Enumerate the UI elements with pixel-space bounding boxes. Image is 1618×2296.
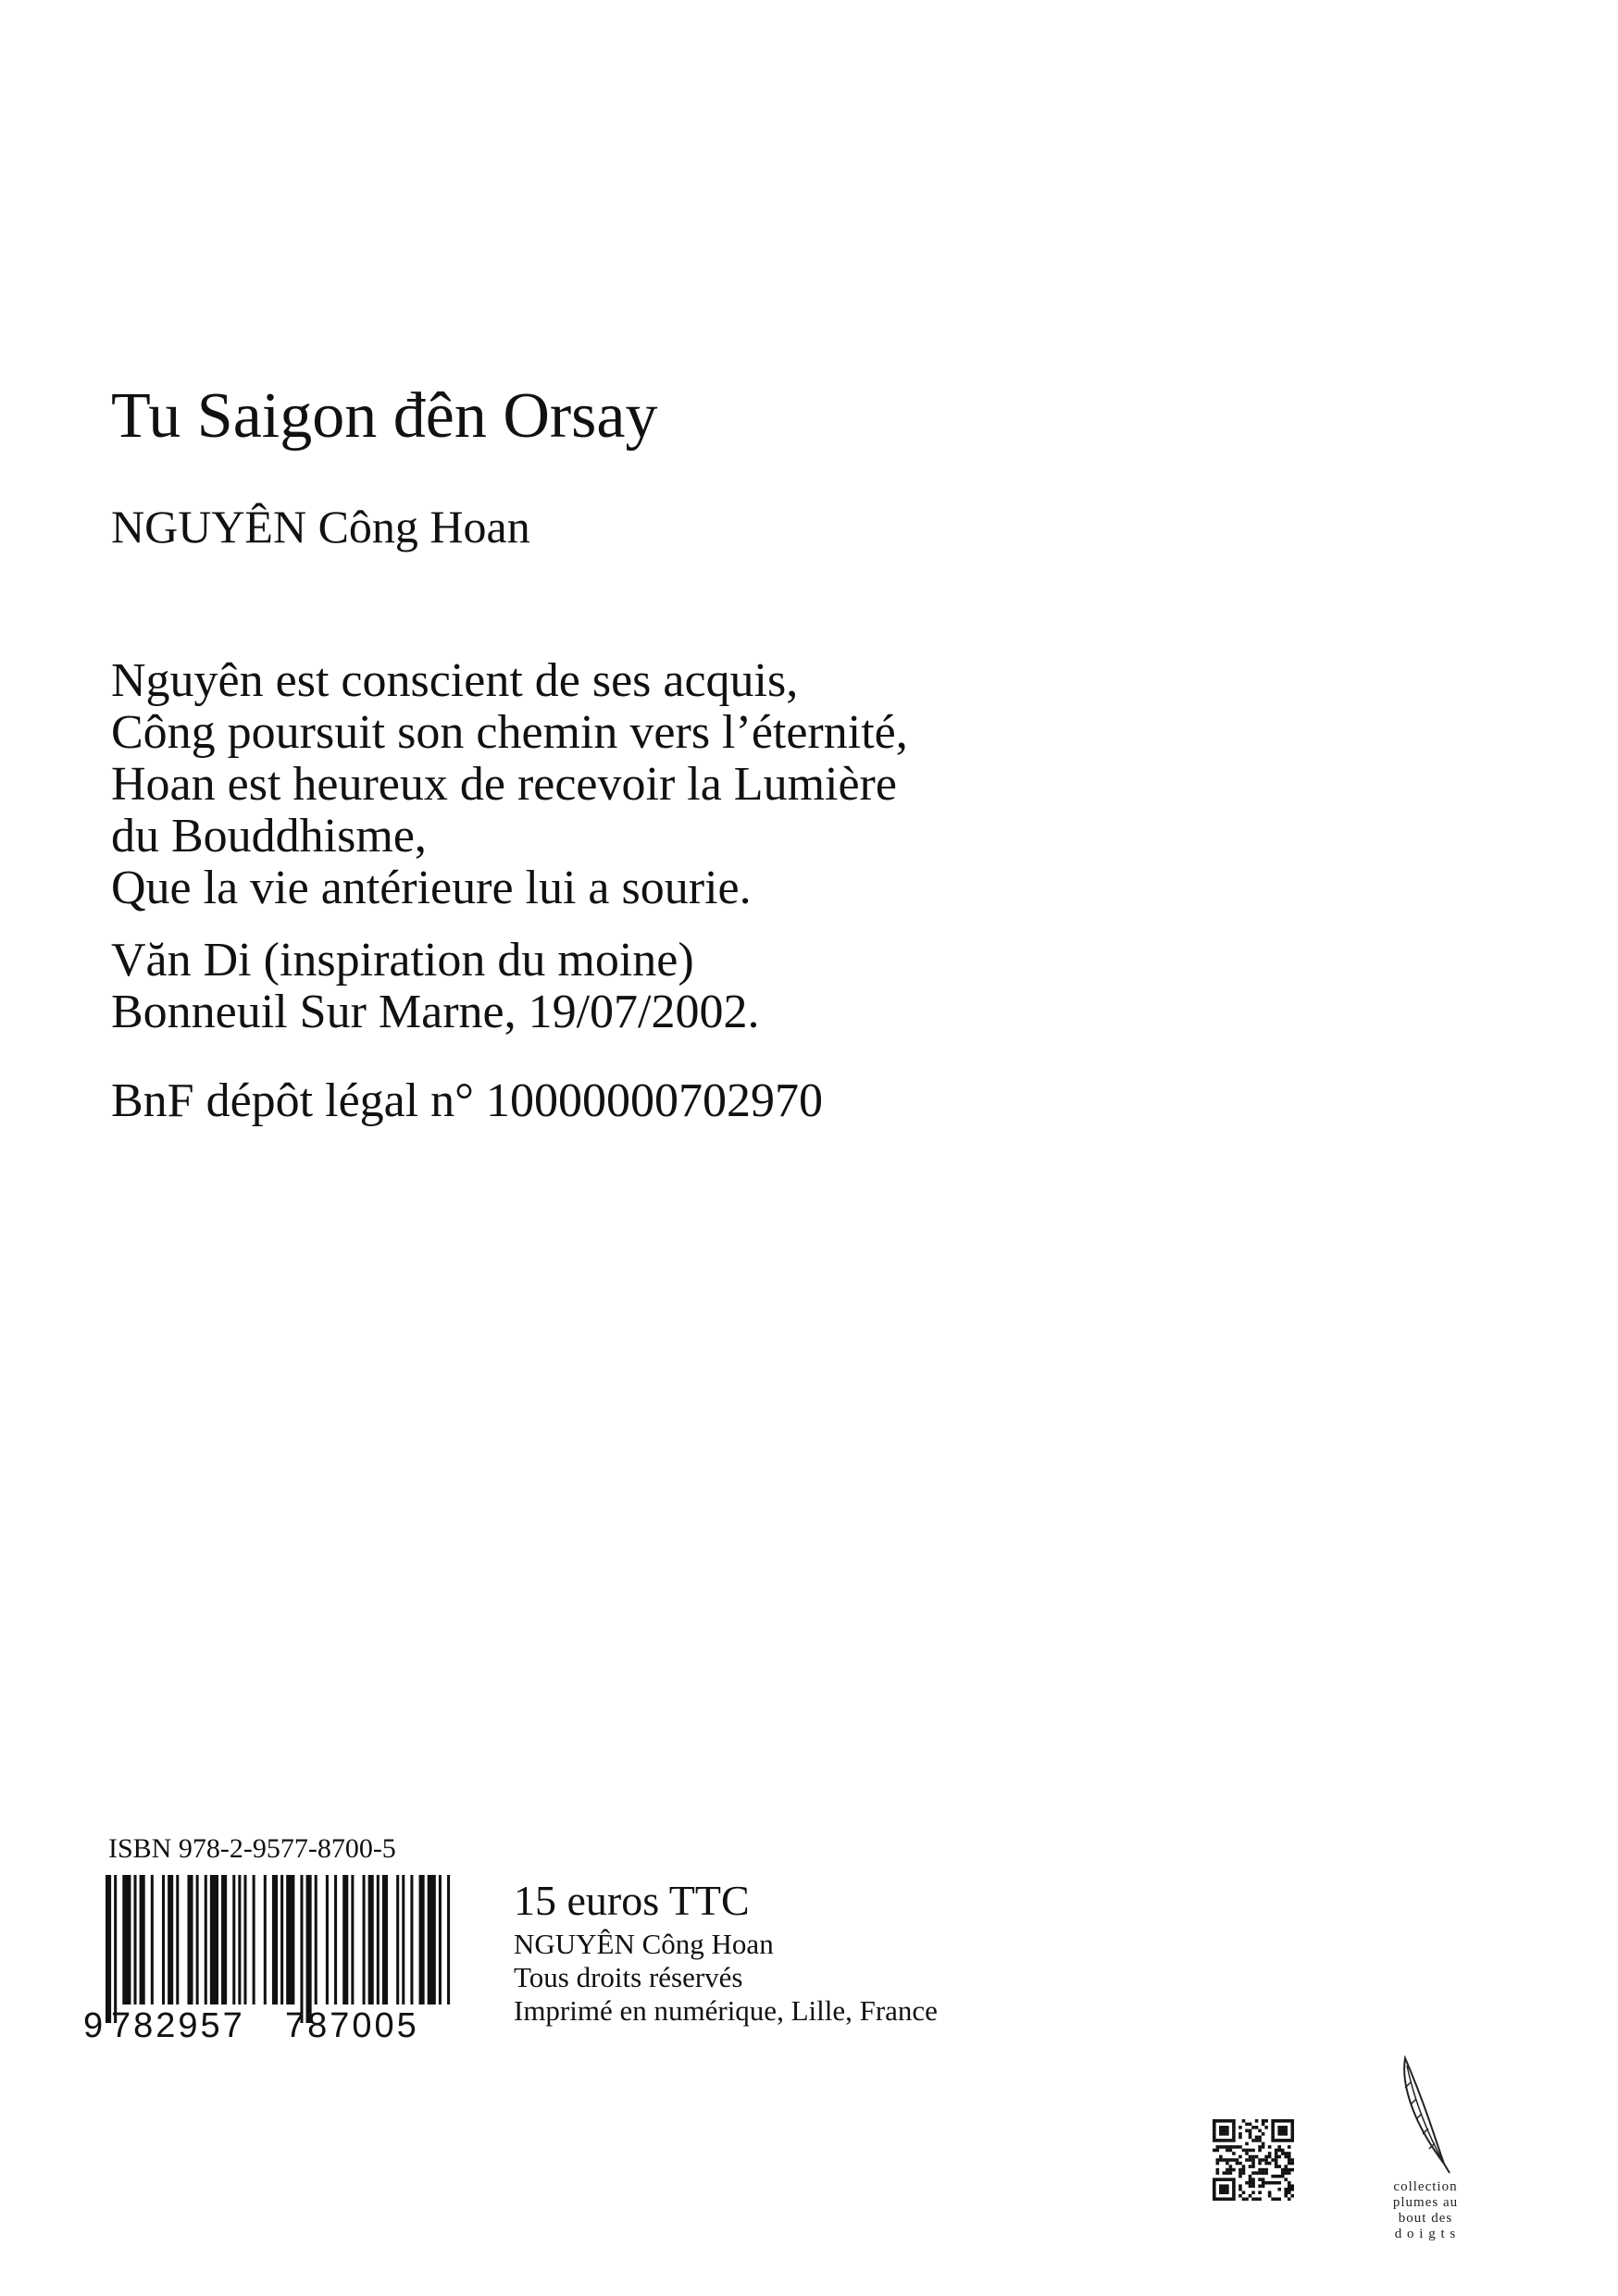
barcode-bar [196,1875,199,2004]
barcode-bar [114,1875,117,2023]
qr-code-icon [1213,2119,1294,2201]
barcode-bar [286,1875,294,2004]
poem-line: Hoan est heureux de recevoir la Lumière [111,758,897,811]
barcode-bar [334,1875,337,2004]
barcode-bar [377,1875,380,2004]
barcode-bar [238,1875,241,2004]
colophon-rights: Tous droits réservés [514,1961,743,1993]
barcode-bar [326,1875,329,2004]
logo-text-line: collection [1393,2179,1458,2194]
barcode-bar [419,1875,425,2004]
colophon-author: NGUYÊN Công Hoan [514,1928,774,1960]
barcode-bar [402,1875,404,2004]
barcode-bar [272,1875,278,2004]
logo-text-line: bout des [1398,2211,1453,2226]
poem-line: Que la vie antérieure lui a sourie. [111,862,752,914]
barcode-bar [306,1875,312,2023]
barcode-bar [439,1875,442,2004]
barcode-bar [162,1875,165,2004]
barcode-bar [221,1875,227,2004]
barcode-digit-group-right: 787005 [285,2006,419,2045]
book-author: NGUYÊN Công Hoan [111,501,530,552]
signature-line: Bonneuil Sur Marne, 19/07/2002. [111,986,760,1038]
barcode-bar [342,1875,348,2004]
price: 15 euros TTC [514,1877,750,1924]
barcode-bar [151,1875,154,2004]
barcode-bar [140,1875,145,2004]
barcode-bar [243,1875,246,2004]
colophon-printing: Imprimé en numérique, Lille, France [514,1994,938,2027]
feather-icon [1398,2054,1453,2175]
barcode-bar [428,1875,436,2004]
poem-signature [111,935,760,1038]
poem-line: Nguyên est conscient de ses acquis, [111,654,799,707]
barcode-bar [300,1875,303,2023]
barcode-bar [264,1875,267,2004]
poem [111,655,908,914]
barcode-digits [83,2004,454,2051]
barcode-bar [363,1875,366,2004]
barcode-digit-group-left: 782957 [111,2006,245,2045]
barcode-bar [315,1875,317,2004]
barcode-bar [210,1875,218,2004]
poem-line: du Bouddhisme, [111,810,427,863]
barcode-bar [368,1875,374,2004]
book-title: Tu Saigon đên Orsay [111,380,658,452]
barcode-bar [134,1875,137,2004]
barcode-bar [232,1875,235,2004]
logo-text-line: plumes au [1392,2195,1459,2210]
barcode-bar [447,1875,450,2004]
barcode-bar [382,1875,388,2004]
barcode-bar [351,1875,354,2004]
signature-line: Văn Di (inspiration du moine) [111,934,694,987]
barcode [83,1875,454,2051]
barcode-bar [280,1875,283,2004]
barcode-bar [122,1875,131,2004]
isbn-label: ISBN 978-2-9577-8700-5 [108,1833,396,1864]
logo-text-line: d o i g t s [1394,2227,1457,2241]
barcode-digit-first: 9 [83,2006,104,2045]
barcode-bar [396,1875,399,2004]
barcode-bar [106,1875,111,2023]
barcode-bar [410,1875,413,2004]
barcode-bar [168,1875,173,2004]
barcode-bar [253,1875,255,2004]
collection-logo-text [1370,2179,1481,2242]
barcode-bar [176,1875,179,2004]
barcode-bar [187,1875,193,2004]
poem-line: Công poursuit son chemin vers l’éternité, [111,706,908,759]
barcode-bar [205,1875,207,2004]
legal-deposit: BnF dépôt légal n° 10000000702970 [111,1074,823,1127]
